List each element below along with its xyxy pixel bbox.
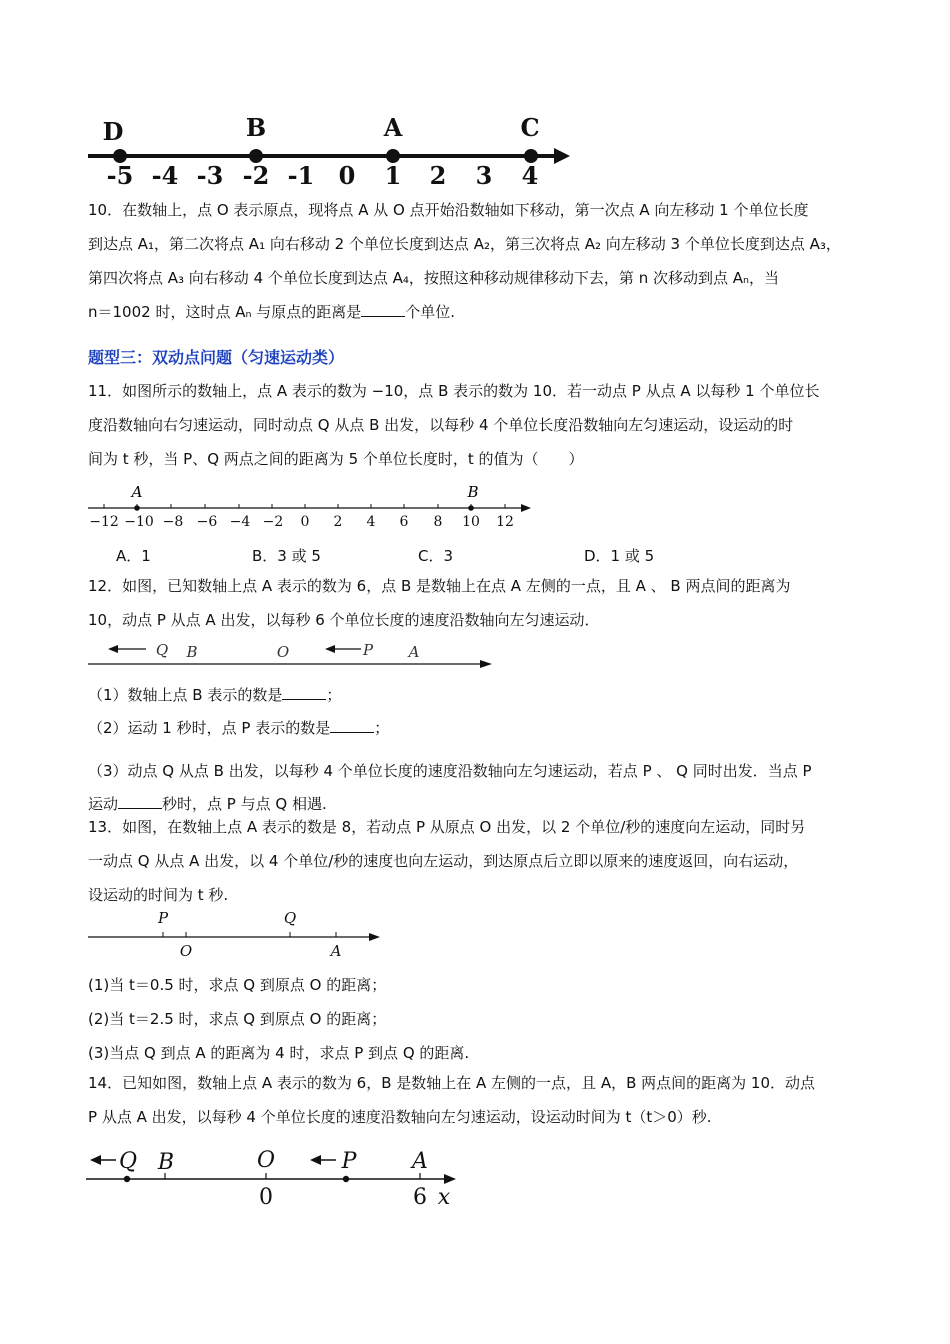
tick-label: -4 [151,161,179,190]
number-line-figure-q11 [84,480,544,535]
tick-label: −10 [124,514,154,530]
question-12-subparts [88,679,878,821]
tick-label: 3 [475,161,493,190]
tick-label: −4 [229,514,251,530]
tick-label: 0 [300,514,310,530]
q10-line4: n＝1002 时，这时点 Aₙ 与原点的距离是 个单位. [88,303,456,321]
answer-blank[interactable] [118,794,162,809]
q12-part2: （2）运动 1 秒时，点 P 表示的数是 ； [88,719,390,737]
tick-label: 2 [333,514,343,530]
option-a[interactable]: A．1 [116,547,151,565]
point-label-D: D [102,117,124,146]
tick-label: −12 [89,514,119,530]
point-label-O: O [276,643,290,661]
option-b[interactable]: B．3 或 5 [252,547,321,565]
question-13 [88,810,878,912]
point-label-P: P [341,1149,357,1174]
point-label-A: A [330,942,342,960]
tick-label: −2 [262,514,284,530]
tick-label-0: 0 [259,1185,273,1210]
number-line-figure-q12 [84,636,504,676]
option-c[interactable]: C．3 [418,547,454,565]
q13-line2: 一动点 Q 从点 A 出发，以 4 个单位/秒的速度也向左运动，到达原点后立即以原来的速度返回，向右运动， [88,852,799,870]
answer-blank[interactable] [282,685,326,700]
point-label-A: A [131,483,143,501]
q12-part3: （3）动点 Q 从点 B 出发，以每秒 4 个单位长度的速度沿数轴向左匀速运动，若点 P 、 Q 同时出发．当点 P [88,762,812,780]
q13-part2: (2)当 t＝2.5 时，求点 Q 到原点 O 的距离； [88,1010,387,1028]
tick-label-6: 6 [413,1185,427,1210]
tick-label: 0 [338,161,356,190]
point-label-Q: Q [155,641,169,659]
tick-label: -5 [106,161,134,190]
q12-part3-cont: 运动 秒时，点 P 与点 Q 相遇. [88,795,327,813]
point-label-B: B [245,113,267,142]
point-label-A: A [383,113,403,142]
tick-label: 4 [366,514,376,530]
q14-line2: P 从点 A 出发，以每秒 4 个单位长度的速度沿数轴向左匀速运动，设运动时间为 t（t＞0）秒. [88,1108,712,1126]
question-12 [88,569,878,637]
q11-line2: 度沿数轴向右匀速运动，同时动点 Q 从点 B 出发，以每秒 4 个单位长度沿数轴向左匀速运动，设运动的时 [88,416,794,434]
point-label-B: B [186,643,198,661]
answer-blank[interactable] [330,718,374,733]
tick-label: 1 [384,161,402,190]
tick-label: -2 [242,161,270,190]
number-line-figure-top [80,110,580,190]
question-10 [88,193,878,329]
q13-part1: (1)当 t＝0.5 时，求点 Q 到原点 O 的距离； [88,976,387,994]
tick-label: -3 [196,161,224,190]
answer-blank[interactable] [361,302,405,317]
section-heading: 题型三：双动点问题（匀速运动类） [88,348,345,367]
tick-label: −8 [162,514,184,530]
point-label-A: A [408,643,420,661]
axis-label-x: x [437,1185,451,1210]
tick-label: 6 [399,514,409,530]
q11-line1: 11．如图所示的数轴上，点 A 表示的数为 −10，点 B 表示的数为 10．若一动点 P 从点 A 以每秒 1 个单位长 [88,382,820,400]
q12-line1: 12．如图，已知数轴上点 A 表示的数为 6，点 B 是数轴上在点 A 左侧的一点，且 A 、 B 两点间的距离为 [88,577,791,595]
q10-line1: 10．在数轴上，点 O 表示原点，现将点 A 从 O 点开始沿数轴如下移动，第一次点 A 向左移动 1 个单位长度 [88,201,809,219]
tick-label: 4 [521,161,539,190]
point-label-P: P [362,641,374,659]
q11-line3: 间为 t 秒，当 P、Q 两点之间的距离为 5 个单位长度时，t 的值为（ ） [88,450,584,468]
q13-line1: 13．如图，在数轴上点 A 表示的数是 8，若动点 P 从原点 O 出发，以 2 个单位/秒的速度向左运动，同时另 [88,818,806,836]
point-label-C: C [520,113,540,142]
q10-line3: 第四次将点 A₃ 向右移动 4 个单位长度到达点 A₄，按照这种移动规律移动下去，第 n 次移动到点 Aₙ，当 [88,269,779,287]
tick-label: 8 [433,514,443,530]
option-d[interactable]: D．1 或 5 [584,547,655,565]
point-label-P: P [157,909,169,927]
point-label-Q: Q [283,909,297,927]
number-line-figure-q13 [84,905,394,965]
q14-line1: 14．已知如图，数轴上点 A 表示的数为 6，B 是数轴上在 A 左侧的一点，且 A，B 两点间的距离为 10．动点 [88,1074,815,1092]
q10-line2: 到达点 A₁，第二次将点 A₁ 向右移动 2 个单位长度到达点 A₂，第三次将点 A₂ 向左移动 3 个单位长度到达点 A₃， [88,235,841,253]
tick-label: 12 [496,514,514,530]
tick-label: −6 [196,514,218,530]
tick-label: -1 [287,161,315,190]
point-label-B: B [467,483,479,501]
point-label-O: O [179,942,193,960]
q13-part3: (3)当点 Q 到点 A 的距离为 4 时，求点 P 到点 Q 的距离. [88,1044,470,1062]
q13-line3: 设运动的时间为 t 秒. [88,886,229,904]
q12-line2: 10，动点 P 从点 A 出发，以每秒 6 个单位长度的速度沿数轴向左匀速运动． [88,611,600,629]
point-label-B: B [157,1150,175,1175]
number-line-figure-q14 [82,1142,472,1212]
tick-label: 2 [429,161,447,190]
tick-label: 10 [462,514,480,530]
q12-part1: （1）数轴上点 B 表示的数是 ； [88,686,342,704]
question-13-subparts [88,968,878,1070]
point-label-O: O [256,1148,276,1173]
point-label-Q: Q [118,1149,138,1174]
point-label-A: A [412,1149,428,1174]
question-14 [88,1066,878,1134]
question-11 [88,374,878,476]
